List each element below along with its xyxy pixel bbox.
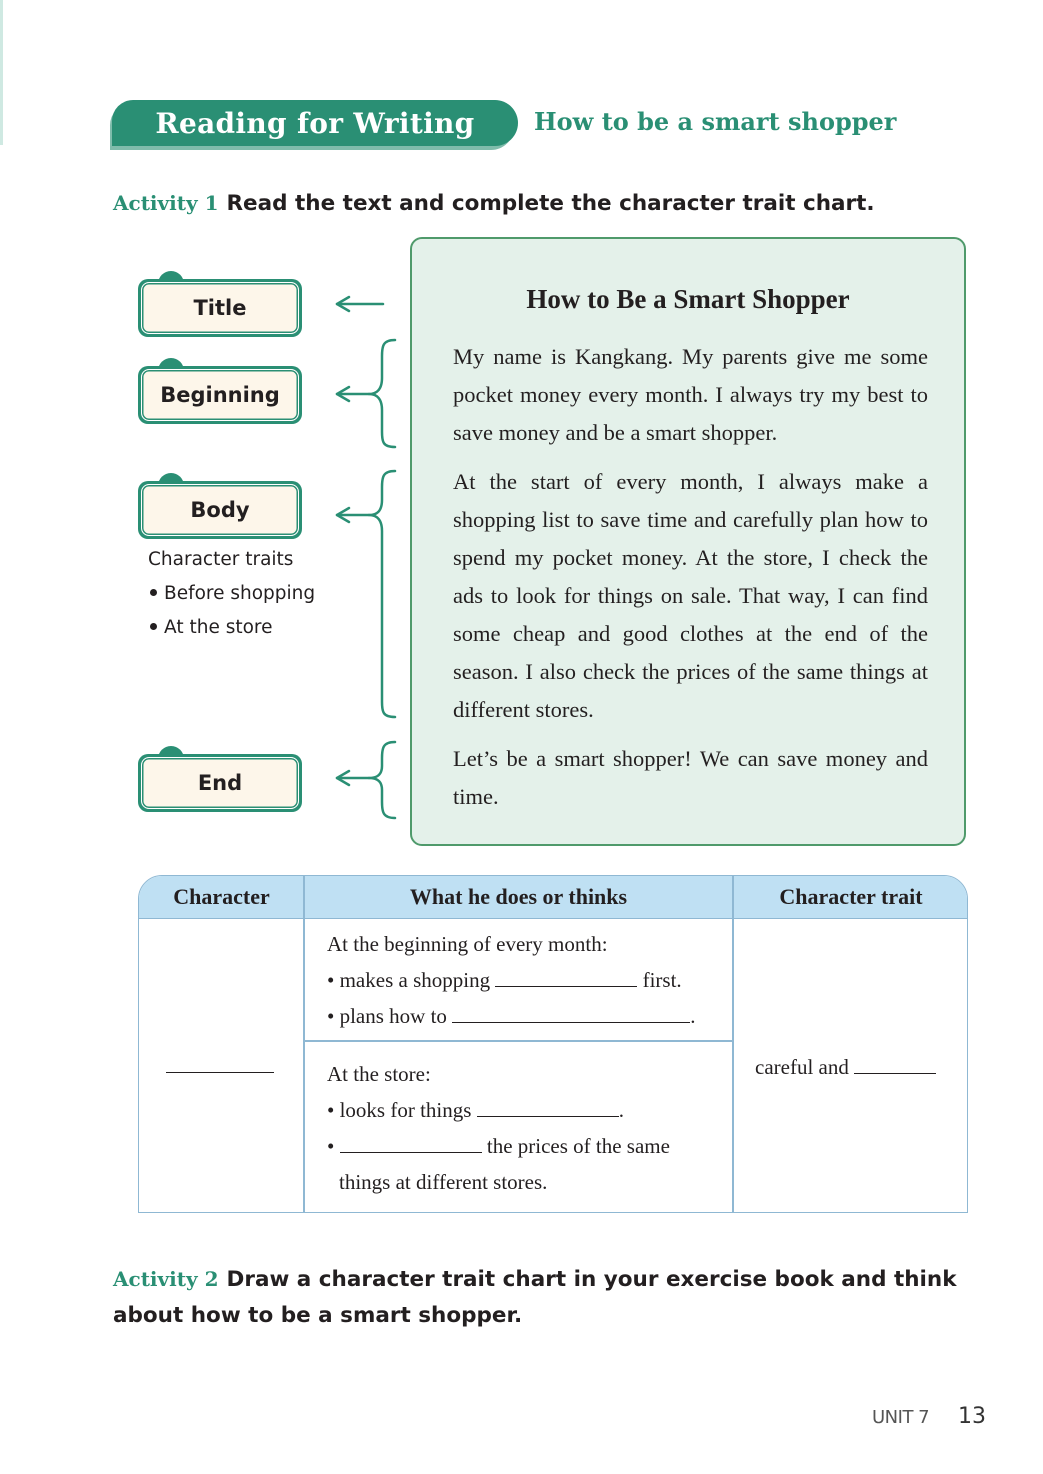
reading-paragraph-beginning: My name is Kangkang. My parents give me some pocket money every month. I always try my best to save money and be a smart shopper. [453,344,928,445]
title-arrow-icon [337,297,383,311]
at-store-line-1: • looks for things . [327,1098,624,1122]
body-note-item: At the store [148,611,315,645]
character-blank[interactable] [166,1048,274,1084]
reading-paragraph-body: At the start of every month, I always make a shopping list to save time and carefully plan how to spend my pocket money. At the store, I check the ads to look for things on sale. That way, I can find some cheap and good clothes at the end of the season. I also check the prices of the same things at different stores. [453,469,928,722]
at-store-line-2: • the prices of the same [327,1134,670,1158]
page-number: 13 [958,1404,986,1429]
activity-1-label: Activity 1 [113,191,219,215]
before-shopping-heading: At the beginning of every month: [327,932,608,956]
before-shopping-line-1: • makes a shopping first. [327,968,682,992]
label-title-text: Title [141,282,299,334]
body-note-item: Before shopping [148,577,315,611]
trait-cell: careful and [755,1049,936,1085]
blank-line[interactable] [340,1134,482,1153]
body-notes-heading: Character traits [148,549,294,570]
at-store-line-3: things at different stores. [339,1170,548,1194]
blank-line[interactable] [477,1098,619,1117]
reading-paragraph-end: Let’s be a smart shopper! We can save money and time. [453,746,928,809]
reading-passage-box [410,237,966,846]
footer-unit: UNIT 7 [872,1407,930,1428]
section-subtitle: How to be a smart shopper [534,107,897,136]
reading-title: How to Be a Smart Shopper [526,284,850,314]
row-divider [304,1040,733,1042]
label-end-text: End [141,757,299,809]
header-what-he-does: What he does or thinks [409,884,628,909]
activity-2-label: Activity 2 [113,1267,219,1291]
blank-line[interactable] [495,968,637,987]
activity-2-instruction: Draw a character trait chart in your exercise book and think about how to be a smart shopper. [113,1267,957,1328]
beginning-brace-icon [337,340,395,447]
table-header-row [139,876,967,919]
header-character: Character [173,884,270,909]
label-beginning-text: Beginning [141,369,299,421]
blank-line[interactable] [166,1054,274,1073]
character-trait-table [138,875,968,1213]
at-store-heading: At the store: [327,1062,431,1086]
column-divider [732,876,734,1212]
blank-line[interactable] [452,1004,690,1023]
activity-1-instruction: Read the text and complete the character trait chart. [226,191,875,216]
before-shopping-line-2: • plans how to . [327,1004,696,1028]
blank-line[interactable] [854,1055,936,1074]
label-body-text: Body [141,484,299,536]
activity-2-heading [113,1261,973,1334]
column-divider [303,876,305,1212]
section-title: Reading for Writing [155,106,475,140]
header-character-trait: Character trait [779,884,923,909]
body-brace-icon [337,471,395,717]
end-brace-icon [337,742,395,818]
